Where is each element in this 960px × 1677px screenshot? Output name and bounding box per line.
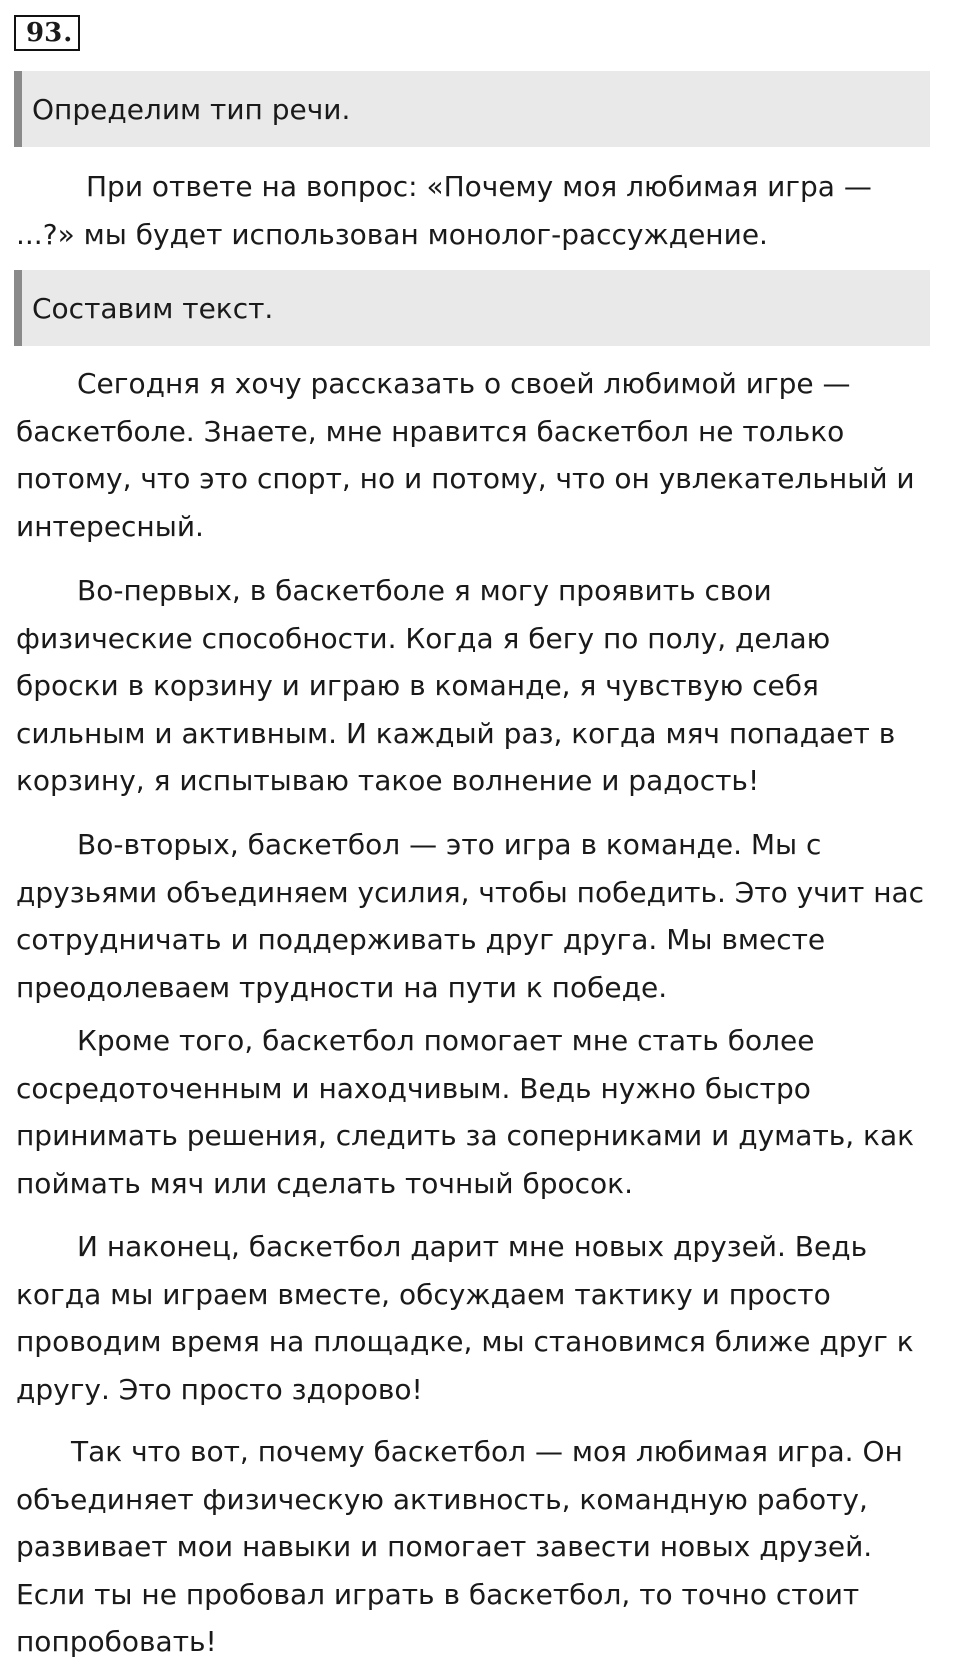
text-line: Так что вот, почему баскетбол — моя любимая игра. Он <box>71 1435 903 1468</box>
text-line: ...?» мы будет использован монолог-рассуждение. <box>16 217 768 251</box>
text-line: сосредоточенным и находчивым. Ведь нужно быстро <box>16 1071 811 1105</box>
paragraph-1 <box>16 360 941 550</box>
text-line: сотрудничать и поддерживать друг друга. Мы вместе <box>16 923 826 957</box>
text-line: друзьями объединяем усилия, чтобы победить. Это учит нас <box>16 875 925 909</box>
text-line: баскетболе. Знаете, мне нравится баскетбол не только <box>16 414 845 448</box>
text-line: Во-первых, в баскетболе я могу проявить свои <box>77 574 772 607</box>
text-line: Во-вторых, баскетбол — это игра в команде. Мы с <box>77 828 822 861</box>
paragraph-2 <box>16 567 941 805</box>
text-line: попробовать! <box>16 1625 217 1659</box>
task-number: 93 <box>26 18 63 48</box>
text-line: физические способности. Когда я бегу по полу, делаю <box>16 621 831 655</box>
paragraph-3 <box>16 821 941 1011</box>
intro-paragraph <box>16 163 941 258</box>
text-line: И наконец, баскетбол дарит мне новых друзей. Ведь <box>77 1230 868 1263</box>
text-line: Сегодня я хочу рассказать о своей любимой игре — <box>77 367 851 400</box>
text-line: объединяет физическую активность, командную работу, <box>16 1482 868 1516</box>
task-number-box <box>14 15 80 51</box>
section-heading-text: Определим тип речи. <box>32 92 351 126</box>
text-line: проводим время на площадке, мы становимся ближе друг к <box>16 1325 914 1359</box>
paragraph-4 <box>16 1017 941 1207</box>
section-heading-text: Составим текст. <box>32 291 274 325</box>
text-line: сильным и активным. И каждый раз, когда мяч попадает в <box>16 716 896 750</box>
text-line: преодолеваем трудности на пути к победе. <box>16 970 668 1004</box>
text-line: Если ты не пробовал играть в баскетбол, то точно стоит <box>16 1577 860 1611</box>
text-line: принимать решения, следить за соперниками и думать, как <box>16 1119 915 1153</box>
paragraph-6 <box>16 1428 941 1666</box>
text-line: При ответе на вопрос: «Почему моя любимая игра — <box>86 170 872 203</box>
paragraph-5 <box>16 1223 941 1413</box>
task-number-dot: . <box>63 18 73 48</box>
section-heading-speech-type <box>14 71 930 147</box>
text-line: поймать мяч или сделать точный бросок. <box>16 1166 633 1200</box>
text-line: броски в корзину и играю в команде, я чувствую себя <box>16 669 819 703</box>
text-line: Кроме того, баскетбол помогает мне стать более <box>77 1024 815 1057</box>
text-line: другу. Это просто здорово! <box>16 1372 423 1406</box>
text-line: когда мы играем вместе, обсуждаем тактику и просто <box>16 1277 831 1311</box>
text-line: развивает мои навыки и помогает завести новых друзей. <box>16 1530 873 1564</box>
text-line: корзину, я испытываю такое волнение и радость! <box>16 764 760 798</box>
text-line: потому, что это спорт, но и потому, что он увлекательный и <box>16 462 915 496</box>
section-heading-compose <box>14 270 930 346</box>
text-line: интересный. <box>16 509 204 543</box>
